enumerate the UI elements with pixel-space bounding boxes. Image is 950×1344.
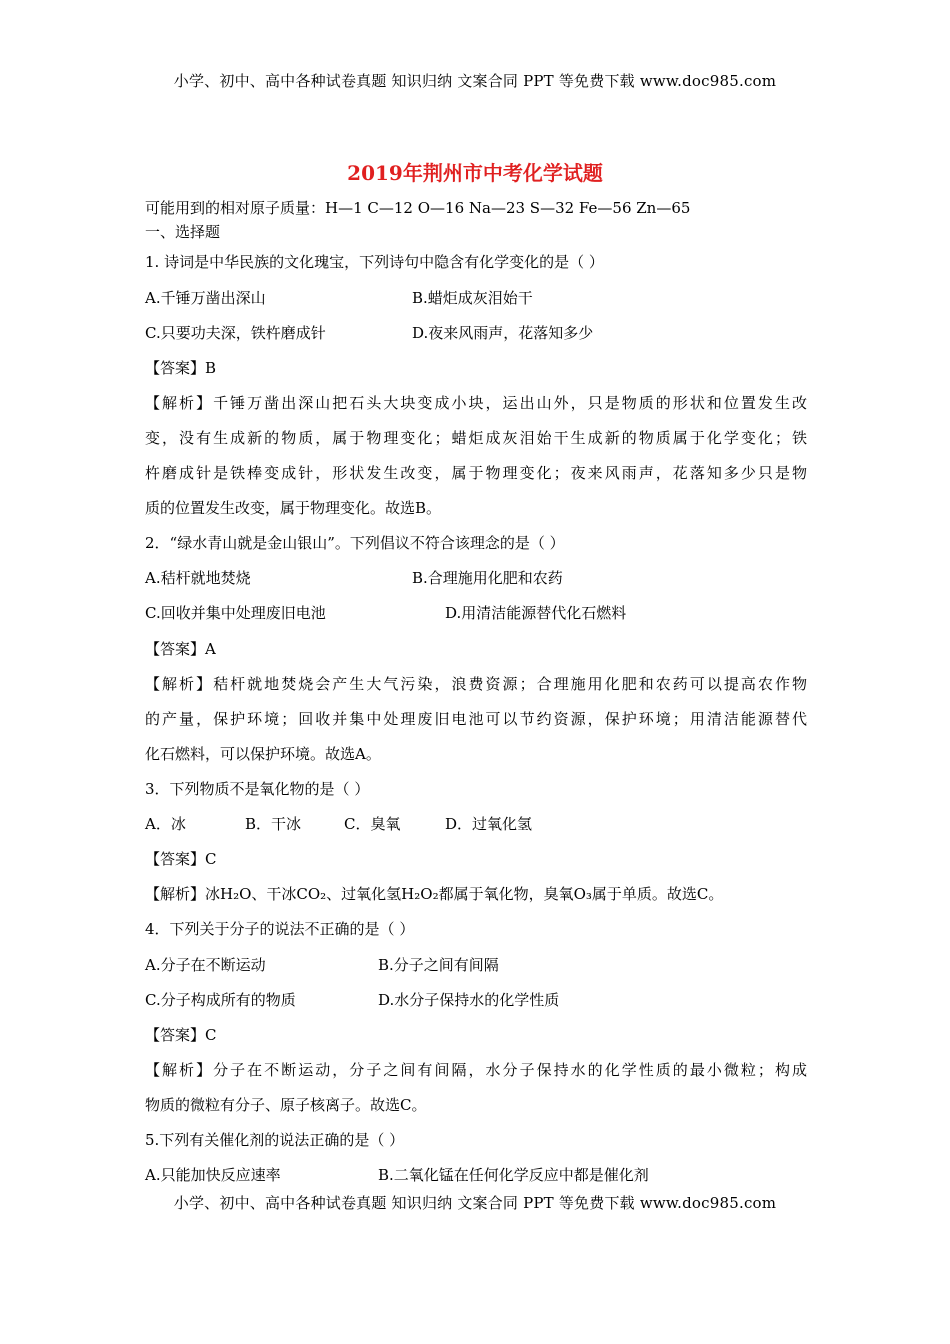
question-5-option-a: A.只能加快反应速率 xyxy=(145,1166,281,1184)
question-1-analysis-line: 质的位置发生改变，属于物理变化。故选B。 xyxy=(145,499,442,517)
question-2-answer: 【答案】A xyxy=(145,640,216,658)
question-1-option-d: D.夜来风雨声，花落知多少 xyxy=(412,324,594,342)
question-1-analysis-line: 杵磨成针是铁棒变成针，形状发生改变，属于物理变化；夜来风雨声，花落知多少只是物 xyxy=(145,464,807,482)
question-4-stem: 4．下列关于分子的说法不正确的是（ ） xyxy=(145,920,415,938)
page-footer: 小学、初中、高中各种试卷真题 知识归纳 文案合同 PPT 等免费下载 www.doc985.com xyxy=(173,1194,777,1212)
question-2-analysis-line: 的产量，保护环境；回收并集中处理废旧电池可以节约资源，保护环境；用清洁能源替代 xyxy=(145,710,807,728)
question-4-option-b: B.分子之间有间隔 xyxy=(378,956,499,974)
question-1-answer: 【答案】B xyxy=(145,359,217,377)
question-3-stem: 3．下列物质不是氧化物的是（ ） xyxy=(145,780,370,798)
question-5-option-b: B.二氧化锰在任何化学反应中都是催化剂 xyxy=(378,1166,649,1184)
question-4-option-a: A.分子在不断运动 xyxy=(145,956,266,974)
question-1-stem: 1. 诗词是中华民族的文化瑰宝，下列诗句中隐含有化学变化的是（ ） xyxy=(145,253,604,271)
question-4-option-c: C.分子构成所有的物质 xyxy=(145,991,296,1009)
question-2-analysis-line: 化石燃料，可以保护环境。故选A。 xyxy=(145,745,381,763)
question-2-option-c: C.回收并集中处理废旧电池 xyxy=(145,604,326,622)
question-5-stem: 5.下列有关催化剂的说法正确的是（ ） xyxy=(145,1131,405,1149)
question-1-analysis-line: 【解析】千锤万凿出深山把石头大块变成小块，运出山外，只是物质的形状和位置发生改 xyxy=(145,394,807,412)
question-1-option-b: B.蜡炬成灰泪始干 xyxy=(412,289,533,307)
question-2-option-a: A.秸杆就地焚烧 xyxy=(145,569,251,587)
question-4-option-d: D.水分子保持水的化学性质 xyxy=(378,991,560,1009)
question-3-option-a: A．冰 xyxy=(145,815,186,833)
page-header: 小学、初中、高中各种试卷真题 知识归纳 文案合同 PPT 等免费下载 www.doc985.com xyxy=(173,72,777,90)
section-heading: 一、选择题 xyxy=(145,223,221,241)
question-3-option-c: C．臭氧 xyxy=(344,815,401,833)
question-4-analysis-line: 物质的微粒有分子、原子核离子。故选C。 xyxy=(145,1096,427,1114)
question-2-option-b: B.合理施用化肥和农药 xyxy=(412,569,563,587)
question-1-option-a: A.千锤万凿出深山 xyxy=(145,289,266,307)
page-title: 2019年荆州市中考化学试题 xyxy=(347,161,603,185)
question-1-analysis-line: 变，没有生成新的物质，属于物理变化；蜡炬成灰泪始干生成新的物质属于化学变化；铁 xyxy=(145,429,807,447)
question-4-analysis-line: 【解析】分子在不断运动，分子之间有间隔，水分子保持水的化学性质的最小微粒；构成 xyxy=(145,1061,807,1079)
question-1-option-c: C.只要功夫深，铁杵磨成针 xyxy=(145,324,326,342)
question-2-stem: 2．“绿水青山就是金山银山”。下列倡议不符合该理念的是（ ） xyxy=(145,534,565,552)
question-3-option-b: B．干冰 xyxy=(245,815,302,833)
question-4-answer: 【答案】C xyxy=(145,1026,217,1044)
question-3-answer: 【答案】C xyxy=(145,850,217,868)
question-2-option-d: D.用清洁能源替代化石燃料 xyxy=(445,604,627,622)
atomic-mass-note: 可能用到的相对原子质量：H—1 C—12 O—16 Na—23 S—32 Fe—56 Zn—65 xyxy=(145,199,691,217)
question-3-option-d: D．过氧化氢 xyxy=(445,815,533,833)
question-3-analysis-line: 【解析】冰H₂O、干冰CO₂、过氧化氢H₂O₂都属于氧化物，臭氧O₃属于单质。故选C。 xyxy=(145,885,724,903)
question-2-analysis-line: 【解析】秸杆就地焚烧会产生大气污染，浪费资源；合理施用化肥和农药可以提高农作物 xyxy=(145,675,807,693)
